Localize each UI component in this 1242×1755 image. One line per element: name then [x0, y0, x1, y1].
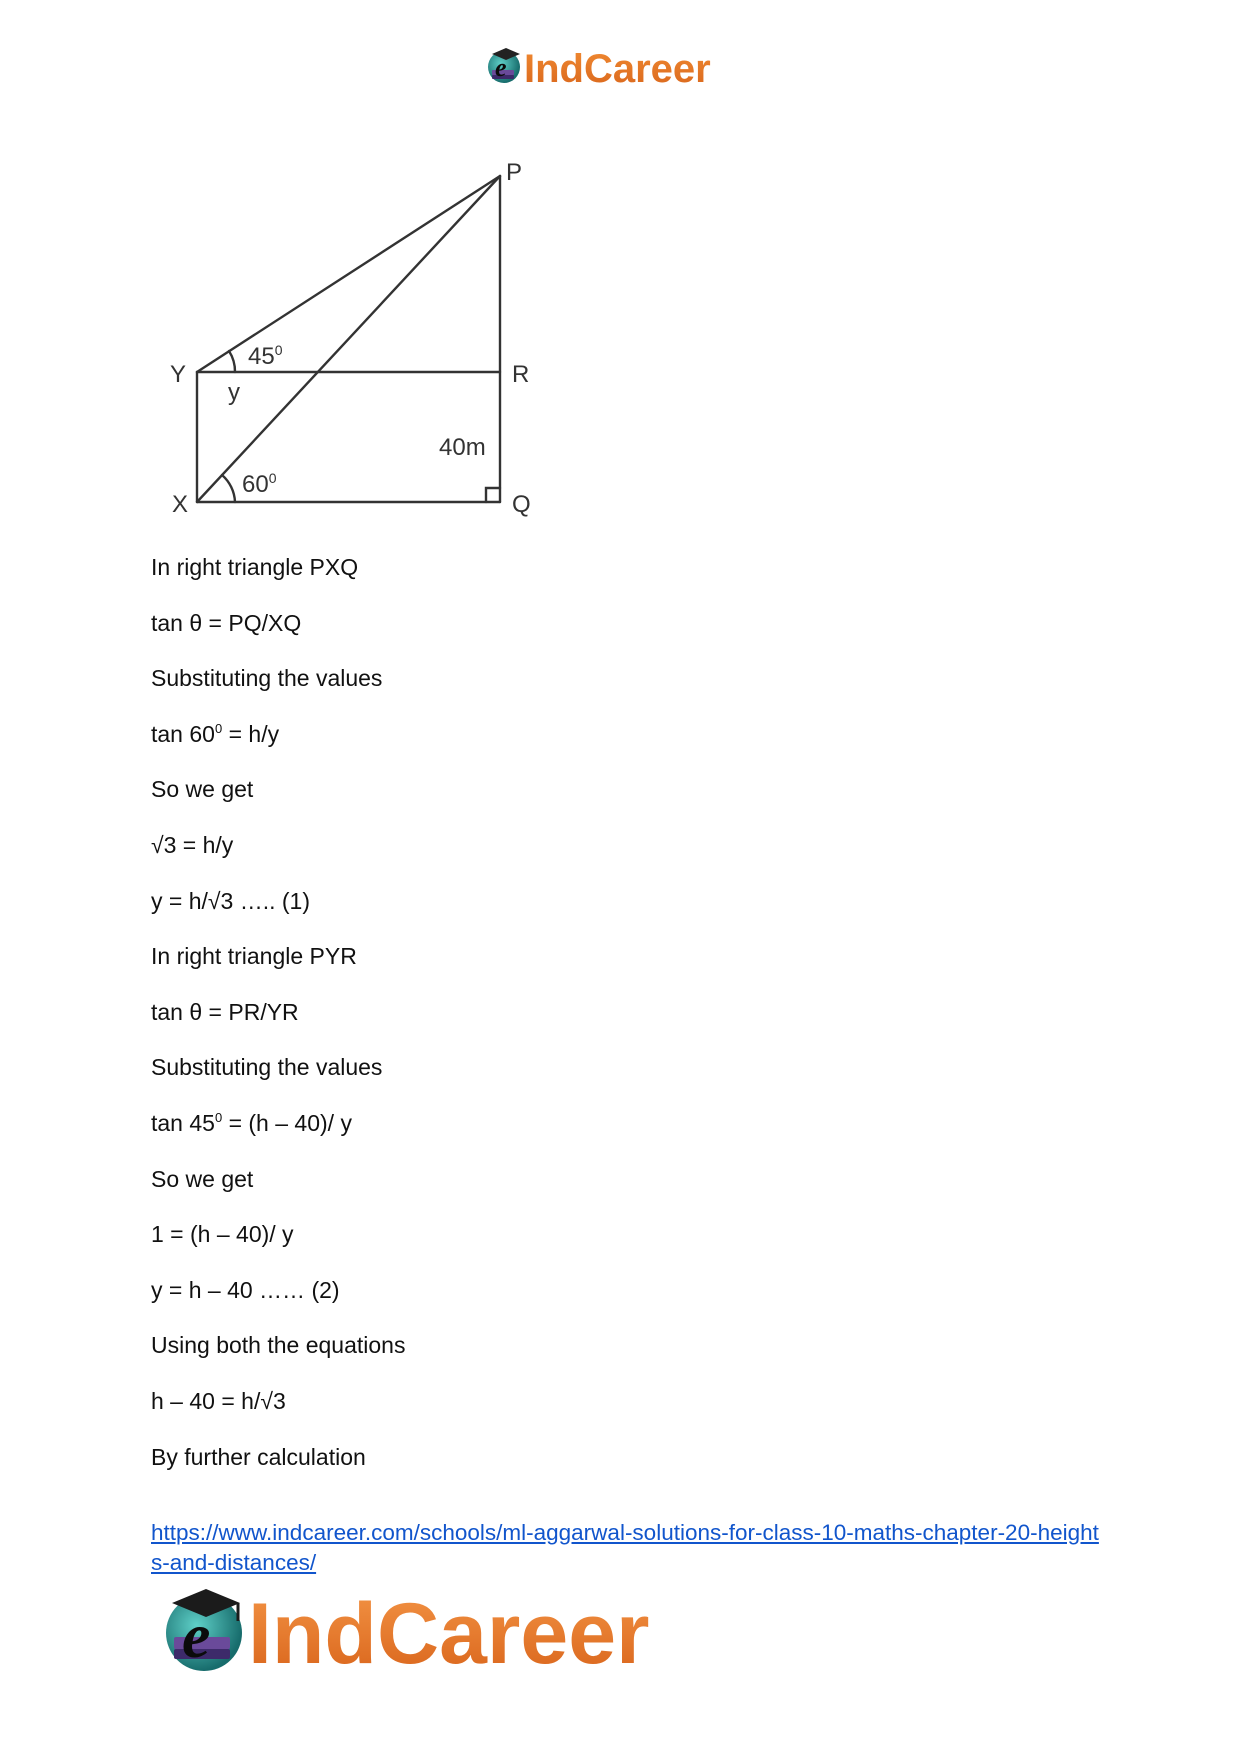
- angle-arc-60: [222, 475, 235, 502]
- logo-wordmark: IndCareer: [248, 1586, 650, 1682]
- label-q: Q: [512, 491, 531, 518]
- graduation-globe-icon: [488, 48, 520, 83]
- label-y-distance: y: [228, 379, 240, 406]
- triangle-diagram: [160, 150, 560, 530]
- logo-graphic: [160, 1575, 720, 1685]
- text-line: So we get: [151, 1165, 254, 1192]
- text-line: tan θ = PQ/XQ: [151, 609, 302, 636]
- heights-distances-figure: [160, 150, 560, 530]
- text-line: So we get: [151, 776, 254, 803]
- text-line: In right triangle PXQ: [151, 554, 359, 580]
- text-line: y = h – 40 …… (2): [151, 1276, 340, 1303]
- text-line: In right triangle PYR: [151, 943, 357, 970]
- svg-text:e: e: [182, 1600, 211, 1671]
- graduation-globe-icon: [166, 1589, 242, 1671]
- text-line: $\tan 45^0 = (h - 40)/$ y: [151, 1109, 352, 1136]
- text-line: Substituting the values: [151, 1054, 383, 1081]
- label-angle-60: $60^0$: [242, 470, 277, 498]
- text-line: y = h/√3 ….. (1): [151, 887, 310, 914]
- indcareer-logo-footer: [160, 1575, 720, 1685]
- label-r: R: [512, 361, 530, 388]
- label-x: X: [172, 491, 189, 518]
- text-line: Using both the equations: [151, 1332, 406, 1359]
- indcareer-logo-header: [486, 40, 766, 94]
- logo-graphic: [486, 40, 766, 94]
- right-angle-marker: [486, 488, 500, 502]
- label-y: Y: [170, 361, 187, 388]
- label-p: P: [506, 159, 523, 186]
- line-yp: [197, 176, 500, 372]
- svg-text:e: e: [495, 53, 507, 82]
- solution-steps: [151, 550, 1101, 1495]
- text-line: tan θ = PR/YR: [151, 998, 299, 1025]
- text-line: By further calculation: [151, 1443, 366, 1470]
- label-angle-45: $45^0$: [248, 342, 283, 370]
- text-line: Substituting the values: [151, 665, 383, 692]
- text-line: √3 = h/y: [151, 831, 234, 858]
- text-line: 1 = (h – 40)/ y: [151, 1221, 294, 1248]
- label-40m: 40m: [439, 434, 486, 461]
- source-link[interactable]: https://www.indcareer.com/schools/ml-aggarwal-solutions-for-class-10-maths-chapter-20-heights-and-distances/: [151, 1520, 1099, 1575]
- text-line: $\tan 60^0 = h/y$: [151, 720, 280, 747]
- angle-arc-45: [229, 351, 235, 372]
- logo-wordmark: IndCareer: [524, 47, 711, 91]
- text-line: h – 40 = h/√3: [151, 1387, 286, 1414]
